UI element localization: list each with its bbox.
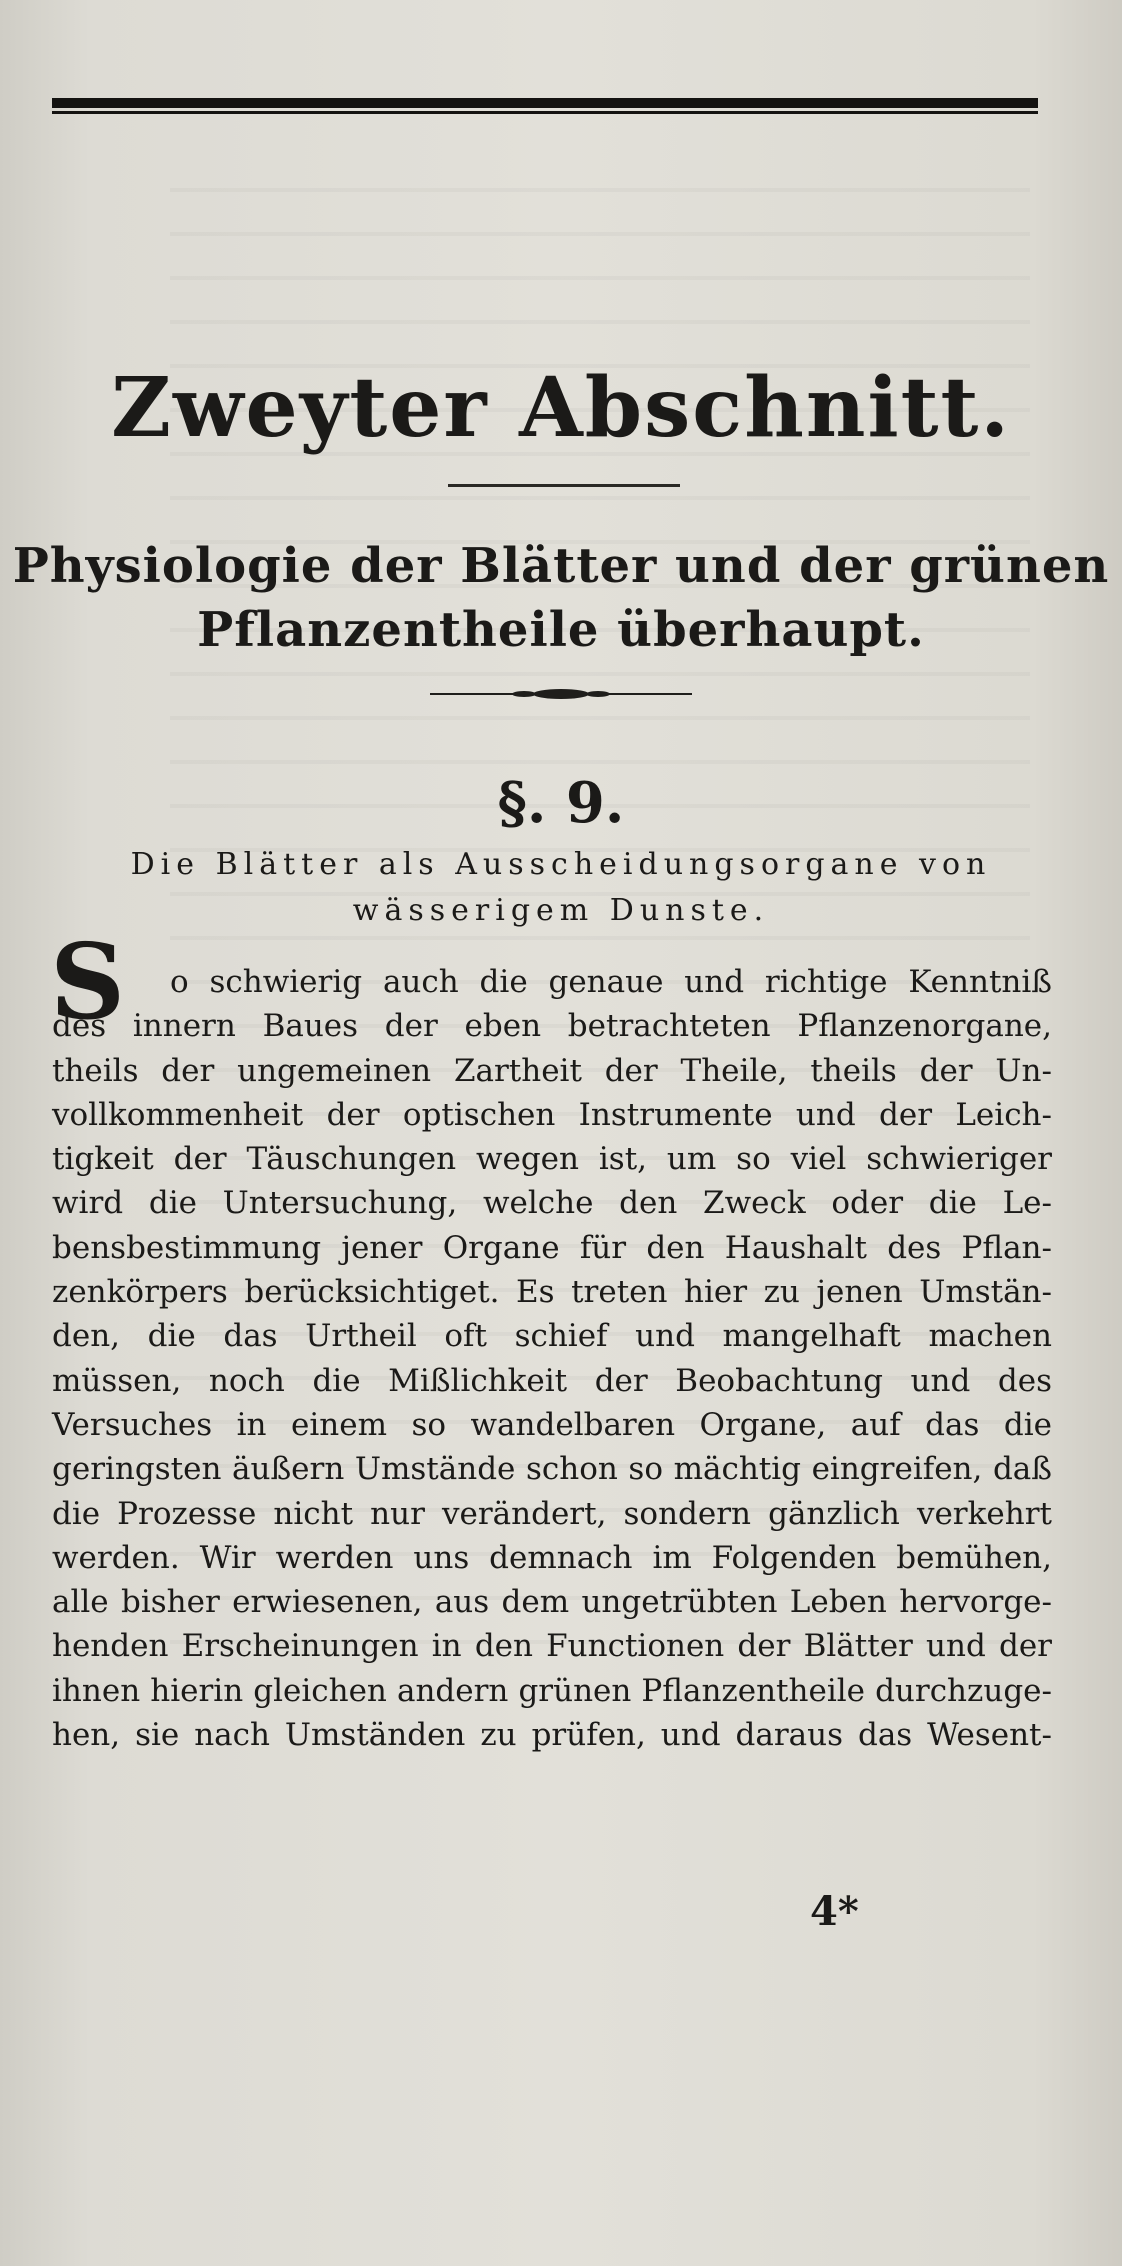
text-line: die Prozesse nicht nur verändert, sondern gänzlich verkehrt	[52, 1495, 1052, 1532]
text-line: werden. Wir werden uns demnach im Folgenden bemühen,	[52, 1539, 1052, 1576]
text-line: vollkommenheit der optischen Instrumente und der Leich-	[52, 1096, 1052, 1133]
chapter-subtitle	[0, 534, 1122, 662]
text-line: zenkörpers berücksichtiget. Es treten hier zu jenen Umstän-	[52, 1274, 1052, 1311]
text-line: bensbestimmung jener Organe für den Haushalt des Pflan-	[52, 1229, 1052, 1266]
text-line: theils der ungemeinen Zartheit der Theile, theils der Un-	[52, 1052, 1052, 1089]
section-title-line: Die Blätter als Ausscheidungsorgane von	[130, 847, 992, 882]
subtitle-line: Physiologie der Blätter und der grünen	[12, 538, 1110, 594]
text-line: Versuches in einem so wandelbaren Organe, auf das die	[52, 1406, 1052, 1443]
text-line: hen, sie nach Umständen zu prüfen, und daraus das Wesent-	[52, 1717, 1052, 1754]
text-line: ihnen hierin gleichen andern grünen Pflanzentheile durchzuge-	[52, 1672, 1052, 1709]
text-line: geringsten äußern Umstände schon so mächtig eingreifen, daß	[52, 1451, 1052, 1488]
ornament-divider	[430, 686, 692, 702]
text-line: alle bisher erwiesenen, aus dem ungetrübten Leben hervorge-	[52, 1584, 1052, 1621]
drop-cap: S	[50, 920, 126, 1043]
subtitle-line: Pflanzentheile überhaupt.	[197, 602, 925, 658]
section-title	[0, 842, 1122, 934]
chapter-title: Zweyter Abschnitt.	[111, 360, 1011, 456]
text-line: den, die das Urtheil oft schief und mangelhaft machen	[52, 1318, 1052, 1355]
page-number: 4*	[810, 1888, 859, 1935]
text-line: wird die Untersuchung, welche den Zweck oder die Le-	[52, 1185, 1052, 1222]
section-title-line: wässerigem Dunste.	[352, 893, 770, 928]
text-line: müssen, noch die Mißlichkeit der Beobachtung und des	[52, 1362, 1052, 1399]
text-line: o schwierig auch die genaue und richtige Kenntniß	[170, 964, 1052, 1000]
text-line: des innern Baues der eben betrachteten Pflanzenorgane,	[52, 1008, 1052, 1045]
title-divider	[448, 484, 680, 487]
section-number: §. 9.	[497, 770, 625, 836]
text-line: tigkeit der Täuschungen wegen ist, um so viel schwieriger	[52, 1141, 1052, 1178]
top-double-rule	[52, 98, 1038, 108]
text-line: henden Erscheinungen in den Functionen der Blätter und der	[52, 1628, 1052, 1665]
body-paragraph	[52, 960, 1052, 1757]
